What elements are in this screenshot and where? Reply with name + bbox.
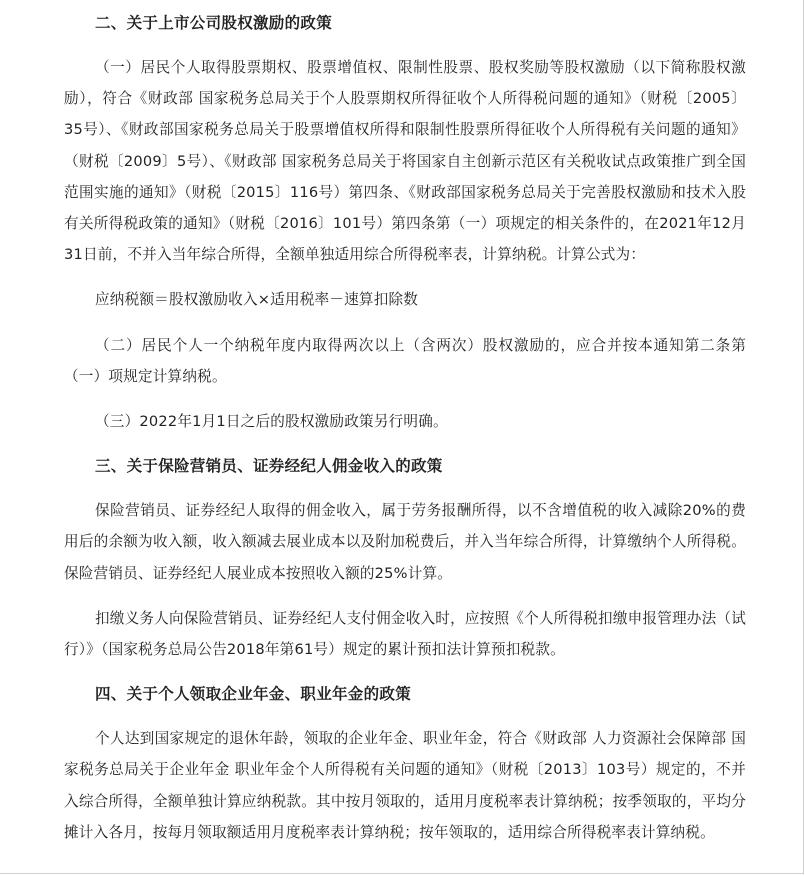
section-heading-stock-incentive: 二、关于上市公司股权激励的政策 (95, 14, 333, 32)
paragraph-commission-income-rules: 保险营销员、证券经纪人取得的佣金收入，属于劳务报酬所得，以不含增值税的收入减除20%的费用后的余额为收入额，收入额减去展业成本以及附加税费后，并入当年综合所得，计算缴纳个人所得税。保险营销员、证券经纪人展业成本按照收入额的25%计算。 (64, 502, 746, 582)
section-heading-commission-income: 三、关于保险营销员、证券经纪人佣金收入的政策 (95, 457, 443, 476)
document-body (64, 8, 746, 848)
paragraph-tax-formula: 应纳税额＝股权激励收入×适用税率－速算扣除数 (95, 291, 419, 309)
paragraph-withholding-rules: 扣缴义务人向保险营销员、证券经纪人支付佣金收入时，应按照《个人所得税扣缴申报管理办法（试行）》（国家税务总局公告2018年第61号）规定的累计预扣法计算预扣税款。 (64, 609, 746, 659)
paragraph-multiple-incentives: （二）居民个人一个纳税年度内取得两次以上（含两次）股权激励的，应合并按本通知第二条第（一）项规定计算纳税。 (64, 336, 746, 385)
paragraph-stock-incentive-conditions: （一）居民个人取得股票期权、股票增值权、限制性股票、股权奖励等股权激励（以下简称股权激励），符合《财政部 国家税务总局关于个人股票期权所得征收个人所得税问题的通知》（财税〔2005〕35号）、《财政部国家税务总局关于股票增值权所得和限制性股票所得征收个人所得税有关问题的通知》（财税〔2009〕5号）、《财政部 国家税务总局关于将国家自主创新示范区有关税收试点政策推广到全国范围实施的通知》（财税〔2015〕116号）第四条、《财政部国家税务总局关于完善股权激励和技术入股有关所得税政策的通知》（财税〔2016〕101号）第四条第（一）项规定的相关条件的，在2021年12月31日前，不并入当年综合所得，全额单独适用综合所得税率表，计算纳税。计算公式为： (64, 59, 746, 264)
paragraph-after-2022: （三）2022年1月1日之后的股权激励政策另行明确。 (95, 413, 448, 431)
section-heading-annuity: 四、关于个人领取企业年金、职业年金的政策 (95, 685, 412, 704)
paragraph-annuity-rules: 个人达到国家规定的退休年龄，领取的企业年金、职业年金，符合《财政部 人力资源社会保障部 国家税务总局关于企业年金 职业年金个人所得税有关问题的通知》（财税〔2013〕103号）规定的，不并入综合所得，全额单独计算应纳税款。其中按月领取的，适用月度税率表计算纳税；按季领取的，平均分摊计入各月，按每月领取额适用月度税率表计算纳税；按年领取的，适用综合所得税率表计算纳税。 (64, 730, 746, 841)
